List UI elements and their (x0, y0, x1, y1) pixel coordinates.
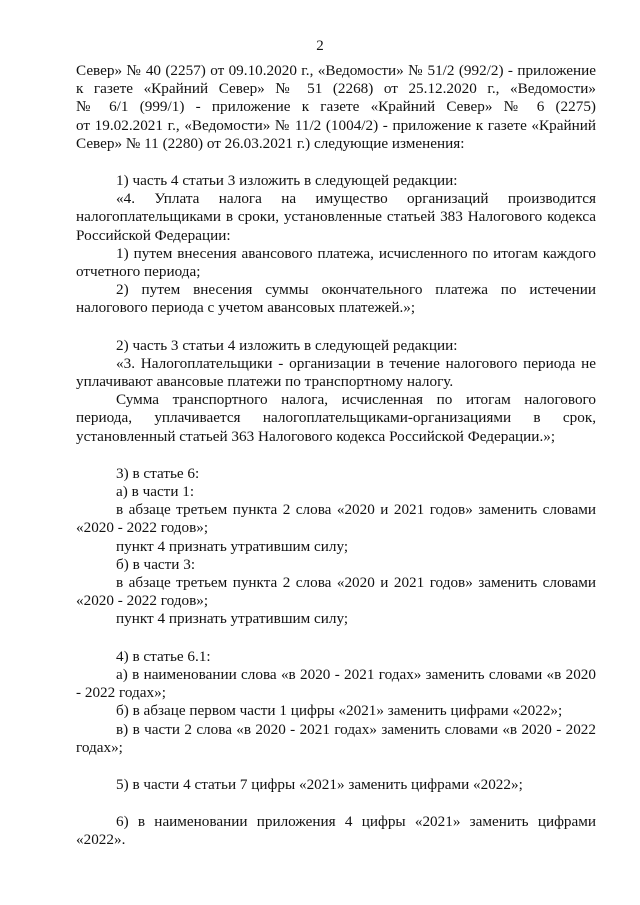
item-3-a-text: в абзаце третьем пункта 2 слова «2020 и 2021 годов» заменить словами «2020 - 2022 годов»; (76, 501, 596, 537)
item-3-b-point: пункт 4 признать утратившим силу; (116, 610, 349, 628)
item-2-heading: 2) часть 3 статьи 4 изложить в следующей редакции: (116, 336, 458, 354)
item-3-b-text: в абзаце третьем пункта 2 слова «2020 и 2021 годов» заменить словами «2020 - 2022 годов»; (76, 574, 596, 610)
item-2-paragraph: Сумма транспортного налога, исчисленная по итогам налогового периода, уплачивается налогоплательщиками-организациями в срок, установленный статьей 363 Налогового кодекса Российской Федерации.»; (76, 391, 596, 445)
item-1-subpoint-1: 1) путем внесения авансового платежа, исчисленного по итогам каждого отчетного периода; (76, 244, 596, 281)
continuation-line: Север» № 11 (2280) от 26.03.2021 г.) следующие изменения: (76, 134, 465, 152)
item-2-quote: «3. Налогоплательщики - организации в течение налогового периода не уплачивают авансовые платежи по транспортному налогу. (76, 354, 596, 391)
item-3-heading: 3) в статье 6: (116, 464, 200, 482)
item-4-heading: 4) в статье 6.1: (116, 647, 211, 665)
item-5-text: 5) в части 4 статьи 7 цифры «2021» заменить цифрами «2022»; (116, 775, 523, 793)
continuation-line: № 6/1 (999/1) - приложение к газете «Крайний Север» № 6 (2275) (76, 98, 596, 116)
continuation-line: к газете «Крайний Север» № 51 (2268) от 25.12.2020 г., «Ведомости» (76, 80, 596, 98)
item-4-c-text: в) в части 2 слова «в 2020 - 2021 годах» заменить словами «в 2020 - 2022 годах»; (76, 720, 596, 756)
item-4-b-text: б) в абзаце первом части 1 цифры «2021» заменить цифрами «2022»; (116, 702, 563, 720)
continuation-line: Север» № 40 (2257) от 09.10.2020 г., «Ведомости» № 51/2 (992/2) - приложение (76, 62, 596, 79)
item-3-a-point: пункт 4 признать утратившим силу; (116, 537, 349, 555)
item-1-subpoint-2: 2) путем внесения суммы окончательного платежа по истечении налогового периода с учетом авансовых платежей.»; (76, 281, 596, 317)
page-number: 2 (316, 38, 324, 54)
item-1-heading: 1) часть 4 статьи 3 изложить в следующей редакции: (116, 172, 458, 190)
item-6-text: 6) в наименовании приложения 4 цифры «2021» заменить цифрами «2022». (76, 813, 596, 849)
item-3-a-heading: а) в части 1: (116, 483, 195, 501)
continuation-line: от 19.02.2021 г., «Ведомости» № 11/2 (1004/2) - приложение к газете «Крайний (76, 116, 596, 134)
document-body (76, 62, 596, 850)
item-3-b-heading: б) в части 3: (116, 555, 196, 573)
item-1-quote: «4. Уплата налога на имущество организаций производится налогоплательщиками в сроки, установленные статьей 383 Налогового кодекса Российской Федерации: (76, 190, 596, 244)
item-4-a-text: а) в наименовании слова «в 2020 - 2021 годах» заменить словами «в 2020 - 2022 годах»; (76, 665, 596, 702)
continuation-paragraph (76, 62, 596, 153)
